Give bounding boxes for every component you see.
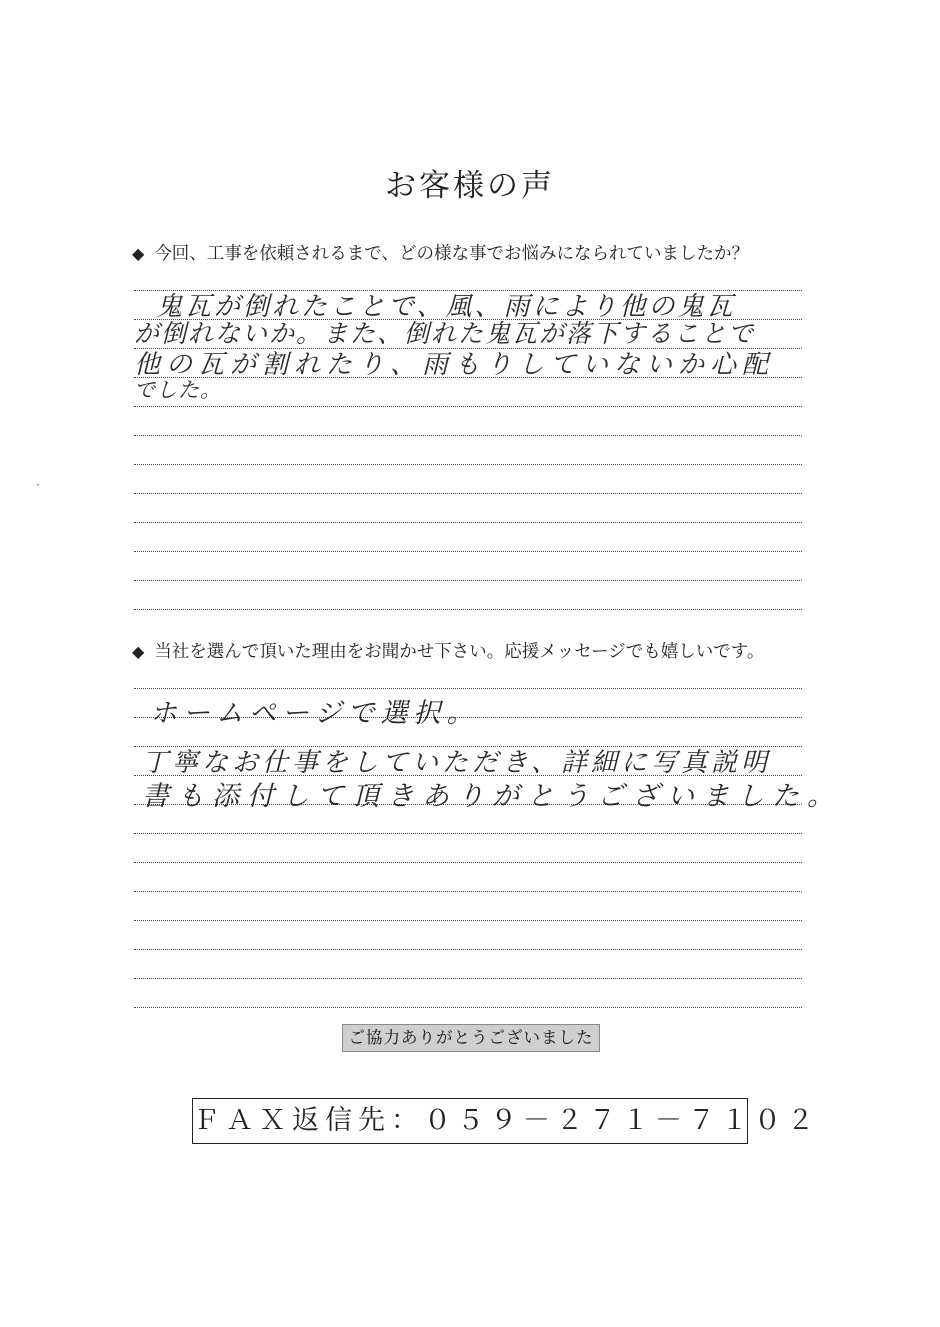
question-1 [132,240,749,265]
handwritten-answer-2-line-3: 書も添付して頂きありがとうございました。 [142,781,842,812]
diamond-icon: ◆ [132,244,145,263]
ruled-line [134,688,802,689]
ruled-line [134,464,802,465]
handwritten-answer-2-line-1: ホームページで選択。 [150,698,480,729]
ruled-line [134,978,802,979]
ruled-line [134,435,802,436]
ruled-line [134,406,802,407]
scan-speck: · [36,478,40,492]
handwritten-answer-1-line-1: 鬼瓦が倒れたことで、風、雨により他の鬼瓦 [156,292,736,322]
ruled-line [134,580,802,581]
ruled-line [134,949,802,950]
question-2 [132,638,764,663]
handwritten-answer-1-line-2: が倒れないか。また、倒れた鬼瓦が落下することで [134,319,756,348]
ruled-line [134,522,802,523]
ruled-line [134,493,802,494]
question-1-text: 今回、工事を依頼されるまで、どの様な事でお悩みになられていましたか？ [154,244,749,264]
ruled-line [134,891,802,892]
handwritten-answer-1-line-3: 他の瓦が割れたり、雨もりしていないか心配 [134,350,775,380]
ruled-line [134,1007,802,1008]
question-2-text: 当社を選んで頂いた理由をお聞かせ下さい。応援メッセージでも嬉しいです。 [154,642,765,662]
ruled-line [134,551,802,552]
fax-return-box: ＦＡＸ返信先：０５９－２７１－７１０２ [192,1098,748,1144]
page-title: お客様の声 [385,168,555,204]
thanks-banner: ご協力ありがとうございました [342,1024,600,1052]
ruled-line [134,862,802,863]
ruled-line [134,609,802,610]
ruled-line [134,833,802,834]
handwritten-answer-2-line-2: 丁寧なお仕事をしていただき、詳細に写真説明 [142,748,771,778]
ruled-line [134,920,802,921]
diamond-icon: ◆ [132,642,145,661]
handwritten-answer-1-line-4: でした。 [134,378,222,402]
